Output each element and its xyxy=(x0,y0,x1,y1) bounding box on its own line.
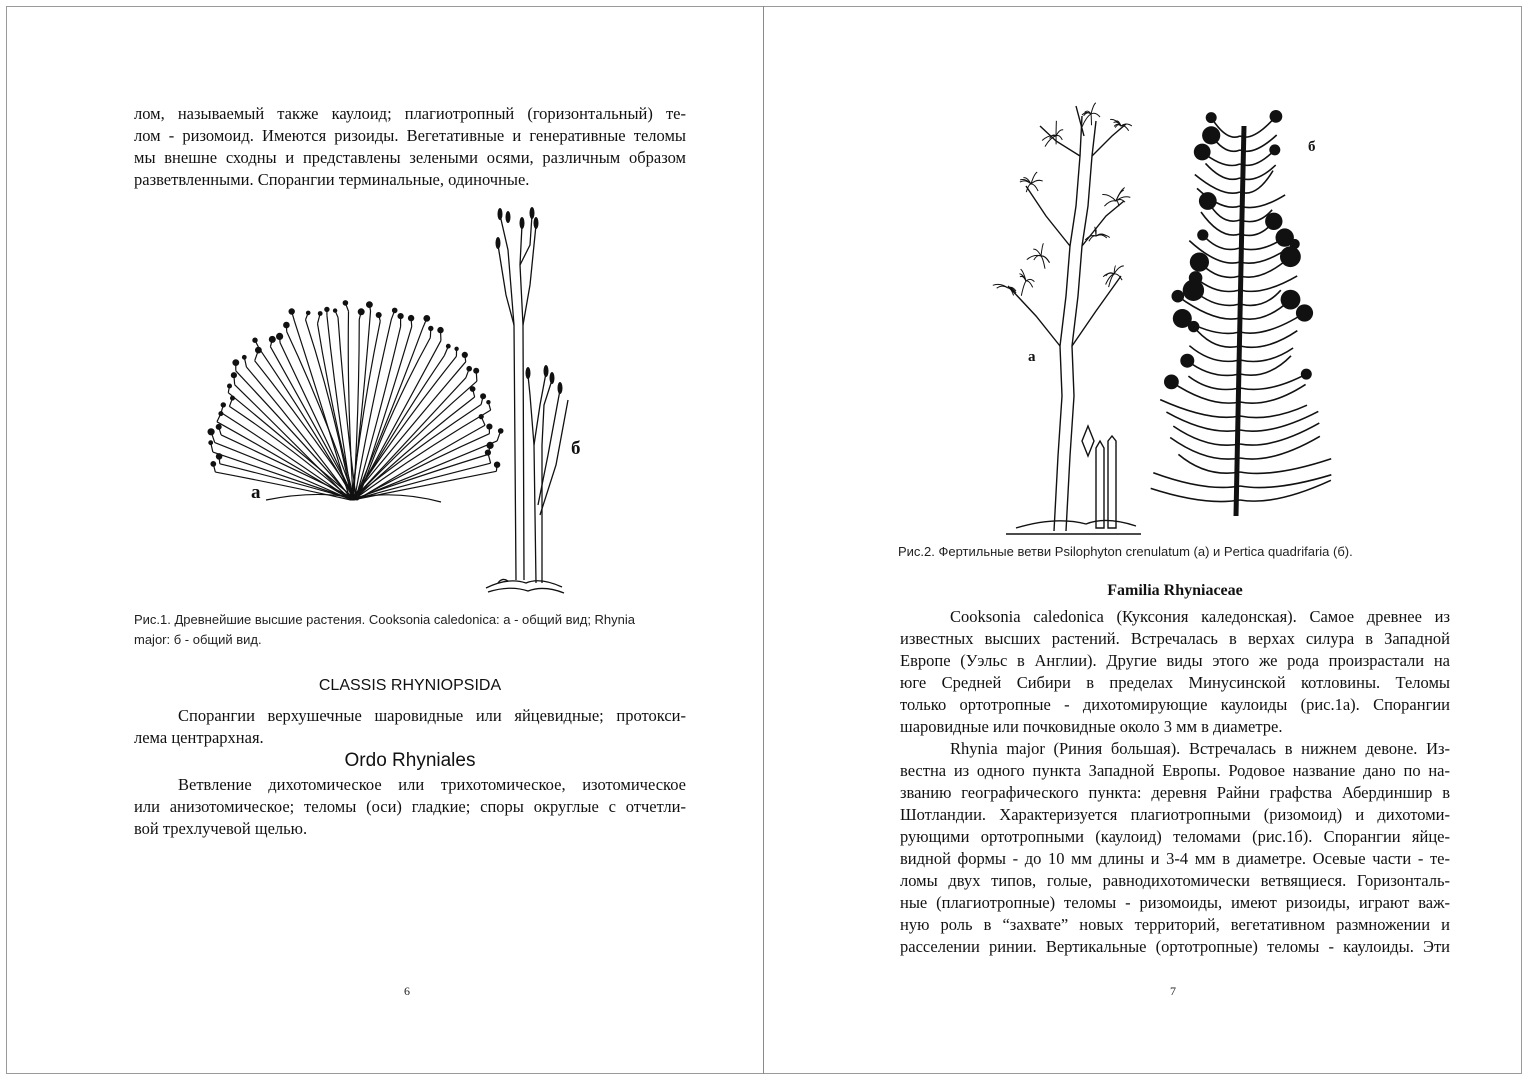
text-line: рующими ортотропными (каулоид) теломами (рис.1б). Спорангии яйце- xyxy=(900,827,1450,846)
figure2-label-a: а xyxy=(1028,349,1036,365)
pertica-trunk xyxy=(1236,126,1244,516)
sporangium xyxy=(232,359,239,366)
sporangium xyxy=(398,313,404,319)
text-line: Ветвление дихотомическое или трихотомическое, изотомическое xyxy=(178,775,686,794)
text-line: только ортотропные - дихотомирующие каулоиды (рис.1а). Спорангии xyxy=(900,695,1450,714)
sporangium xyxy=(324,307,329,312)
frond-tuft xyxy=(1021,281,1026,296)
figure1-label-a: а xyxy=(251,482,261,503)
sporangium xyxy=(437,327,443,333)
sporangium xyxy=(376,312,382,318)
text-line: шаровидные или почковидные около 3 мм в диаметре. xyxy=(900,717,1283,736)
sporangium xyxy=(428,326,433,331)
frond-tuft xyxy=(1116,201,1119,206)
psilophyton-illustration xyxy=(996,96,1151,536)
sporangium xyxy=(392,308,398,314)
page-number: 6 xyxy=(404,984,410,998)
pertica-branch xyxy=(1240,405,1307,417)
text-line: известных высших растений. Встречалась в верхах силура в Западной xyxy=(900,629,1450,648)
sporangium xyxy=(231,372,237,378)
text-line: юге Средней Сибири в пределах Минусинской котловины. Теломы xyxy=(900,673,1450,692)
sporangia-cluster xyxy=(1269,144,1280,155)
sporangium xyxy=(306,311,311,316)
sporangium xyxy=(210,461,216,467)
sporangium xyxy=(343,300,349,306)
pertica-branch xyxy=(1240,195,1285,208)
sporangium xyxy=(470,386,476,392)
sporangium xyxy=(208,428,215,435)
sporangia-cluster xyxy=(1197,229,1208,240)
sporangium xyxy=(462,352,468,358)
frond-tuft xyxy=(1096,235,1110,238)
text-line: Rhynia major (Риния большая). Встречалась в нижнем девоне. Из- xyxy=(950,739,1450,758)
text-line: Шотландии. Характеризуется плагиотропными (ризомоид) и дихотоми- xyxy=(900,805,1450,824)
text-line: лема центрархная. xyxy=(134,728,264,747)
frond-tuft xyxy=(1114,266,1124,274)
pertica-branch xyxy=(1203,235,1240,249)
text-line: расселении ринии. Вертикальные (ортотропные) теломы - каулоиды. Эти xyxy=(900,937,1450,956)
figure2-label-b: б xyxy=(1308,139,1316,155)
sporangium xyxy=(454,347,458,351)
stem xyxy=(352,378,465,500)
sporangium xyxy=(366,301,373,308)
frond-tuft xyxy=(1082,114,1091,127)
frond-tuft xyxy=(1041,243,1043,256)
sporangium xyxy=(333,308,337,312)
pertica-branch xyxy=(1153,473,1240,488)
text-line: ную роль в “захвате” новых территорий, вегетативном размножении и xyxy=(900,915,1450,934)
text-line: вой трехлучевой щелью. xyxy=(134,819,308,838)
pertica-branch xyxy=(1240,290,1281,305)
sporangium xyxy=(218,411,223,416)
sporangia-cluster xyxy=(1190,253,1209,272)
cooksonia-illustration xyxy=(226,290,496,505)
rhynia-paragraph xyxy=(900,738,1450,958)
sporangium xyxy=(423,315,430,322)
rhynia-illustration xyxy=(478,205,573,595)
sporangium xyxy=(446,344,451,349)
pertica-branch xyxy=(1240,313,1305,333)
frond-tuft xyxy=(1091,103,1096,114)
sporangium xyxy=(216,424,222,430)
sporangium xyxy=(269,336,276,343)
pertica-branch xyxy=(1240,348,1293,362)
frond-tuft xyxy=(1041,256,1045,269)
caption-line: major: б - общий вид. xyxy=(134,632,262,647)
page-number: 7 xyxy=(1170,984,1176,998)
text-line: званию географического пункта: деревня Райни графства Абердиншир в xyxy=(900,783,1450,802)
sporangia-cluster xyxy=(1180,354,1194,368)
pertica-branch xyxy=(1188,376,1240,389)
pertica-illustration xyxy=(1150,116,1338,518)
sporangia-cluster xyxy=(1296,304,1313,321)
class-heading: CLASSIS RHYNIOPSIDA xyxy=(318,677,502,694)
pertica-branch xyxy=(1240,356,1291,375)
sporangium xyxy=(216,453,223,460)
figure2-caption: Рис.2. Фертильные ветви Psilophyton crenulatum (а) и Pertica quadrifaria (б). xyxy=(898,544,1353,559)
text-line: ные (плагиотропные) теломы - ризомоиды, имеют ризоиды, играют важ- xyxy=(900,893,1450,912)
sporangium xyxy=(255,347,262,354)
frond-tuft xyxy=(1091,113,1100,117)
pertica-branch xyxy=(1187,361,1240,376)
sporangium xyxy=(318,311,323,316)
pertica-branch xyxy=(1240,459,1331,474)
frond-tuft xyxy=(1091,114,1092,125)
sporangia-cluster xyxy=(1270,110,1283,123)
sporangia-cluster xyxy=(1281,290,1301,310)
class-description xyxy=(134,705,686,749)
text-line: лом, называемый также каулоид; плагиотропный (горизонтальный) те- xyxy=(134,104,686,123)
sporangium xyxy=(208,440,213,445)
pertica-branch xyxy=(1240,276,1297,291)
sporangium xyxy=(289,308,295,314)
sporangium xyxy=(408,315,414,321)
frond-tuft xyxy=(1056,135,1062,139)
sporangia-cluster xyxy=(1172,290,1185,303)
right-page xyxy=(764,0,1528,1080)
frond-tuft xyxy=(1021,269,1026,281)
text-line: Спорангии верхушечные шаровидные или яйцевидные; протокси- xyxy=(178,706,686,725)
sporangium xyxy=(230,396,235,401)
sporangia-cluster xyxy=(1199,192,1217,210)
pertica-branch xyxy=(1194,327,1240,348)
text-line: видной формы - до 10 мм длины и 3-4 мм в диаметре. Осевые части - те- xyxy=(900,849,1450,868)
text-line: Cooksonia caledonica (Куксония каледонская). Самое древнее из xyxy=(950,607,1450,626)
pertica-branch xyxy=(1240,374,1306,389)
pertica-branch xyxy=(1240,480,1331,501)
sporangium xyxy=(227,384,232,389)
sporangia-cluster xyxy=(1188,321,1199,332)
text-line: ломы двух типов, голые, равнодихотомически ветвящиеся. Горизонталь- xyxy=(900,871,1450,890)
family-heading: Familia Rhyniaceae xyxy=(1107,582,1243,599)
sporangium xyxy=(358,308,365,315)
sporangia-cluster xyxy=(1301,369,1312,380)
text-line: Европе (Уэльс в Англии). Другие виды этого же рода произрастали на xyxy=(900,651,1450,670)
sporangia-cluster xyxy=(1194,144,1211,161)
sporangium xyxy=(276,333,283,340)
sporangia-cluster xyxy=(1183,280,1204,301)
text-line: разветвленными. Спорангии терминальные, одиночные. xyxy=(134,170,530,189)
cooksonia-paragraph xyxy=(900,606,1450,738)
sporangia-cluster xyxy=(1265,213,1282,230)
figure1-label-b: б xyxy=(571,438,581,459)
sporangium xyxy=(283,322,290,329)
frond-tuft xyxy=(1031,184,1038,191)
text-line: мы внешне сходны и представлены зелеными осями, различным образом xyxy=(134,148,686,167)
pertica-branch xyxy=(1240,436,1320,459)
frond-tuft xyxy=(1102,194,1116,201)
frond-tuft xyxy=(1031,180,1043,184)
sporangium xyxy=(221,402,226,407)
pertica-branch xyxy=(1151,488,1240,501)
frond-tuft xyxy=(1026,281,1033,287)
pertica-branch xyxy=(1195,175,1240,194)
sporangium xyxy=(252,338,257,343)
sporangia-cluster xyxy=(1202,126,1220,144)
text-line: или анизотомическое; теломы (оси) гладкие; споры округлые с отчетли- xyxy=(134,797,686,816)
sporangia-cluster xyxy=(1206,112,1217,123)
pertica-branch xyxy=(1189,346,1240,362)
sporangium xyxy=(466,366,472,372)
text-line: вестна из одного пункта Западной Европы. Родовое название дано по на- xyxy=(900,761,1450,780)
order-heading: Ordo Rhyniales xyxy=(344,750,476,771)
sporangia-cluster xyxy=(1280,246,1301,267)
caption-line: Рис.1. Древнейшие высшие растения. Cooksonia caledonica: а - общий вид; Rhynia xyxy=(134,612,636,627)
frond-tuft xyxy=(1104,201,1116,206)
intro-paragraph xyxy=(134,103,686,191)
figure1-caption xyxy=(134,610,694,650)
text-line: лом - ризомоид. Имеются ризоиды. Вегетативные и генеративные теломы xyxy=(134,126,686,145)
order-description xyxy=(134,774,686,840)
sporangia-cluster xyxy=(1164,375,1179,390)
sporangium xyxy=(242,355,247,360)
